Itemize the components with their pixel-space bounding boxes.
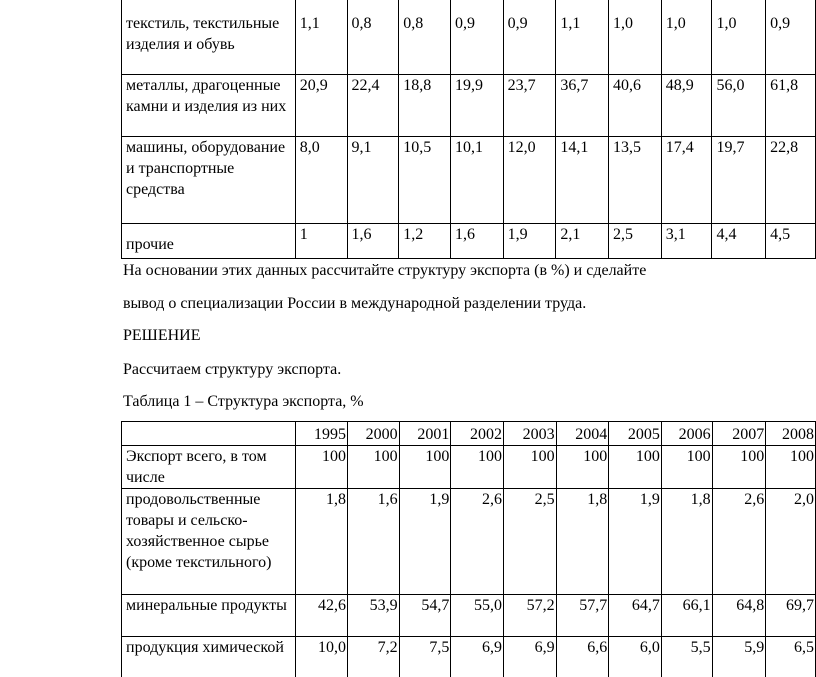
table-row [122,0,816,75]
cell: 1,0 [609,0,662,75]
cell: 100 [399,446,451,489]
cell: 69,7 [766,595,816,637]
task-text-line-2: вывод о специализации России в международной разделении труда. [123,295,587,312]
cell: 9,1 [347,137,399,224]
cell: 1,9 [503,224,556,259]
cell: 1,6 [450,224,503,259]
year-header: 1995 [296,422,348,446]
cell: 10,5 [399,137,451,224]
cell: 1,2 [399,224,451,259]
row-label: металлы, драгоценные камни и изделия из них [122,75,296,137]
cell: 1,9 [399,489,451,595]
cell: 0,9 [766,0,816,75]
cell: 0,8 [399,0,451,75]
cell: 2,6 [712,489,766,595]
year-header: 2007 [712,422,766,446]
cell: 1,8 [296,489,348,595]
cell: 1,0 [661,0,712,75]
cell: 13,5 [609,137,662,224]
year-header: 2001 [399,422,451,446]
cell: 6,6 [556,637,609,677]
table-row [122,446,816,489]
cell: 36,7 [556,75,609,137]
cell: 6,5 [766,637,816,677]
cell: 42,6 [296,595,348,637]
cell: 100 [347,446,399,489]
row-label: минеральные продукты [122,595,296,637]
cell: 100 [451,446,504,489]
row-label: продовольственные товары и сельско-хозяйственное сырье (кроме текстильного) [122,489,296,595]
row-label: Экспорт всего, в том числе [122,446,296,489]
cell: 2,1 [556,224,609,259]
calc-text: Рассчитаем структуру экспорта. [123,361,342,378]
cell: 6,9 [503,637,556,677]
cell: 0,9 [503,0,556,75]
table-row [122,224,816,259]
table-row [122,637,816,677]
export-structure-table [121,421,816,677]
cell: 64,8 [712,595,766,637]
cell: 6,0 [609,637,662,677]
cell: 100 [296,446,348,489]
table-row [122,489,816,595]
cell: 2,5 [503,489,556,595]
cell: 100 [556,446,609,489]
task-text-line-1: На основании этих данных рассчитайте структуру экспорта (в %) и сделайте [123,262,647,279]
year-header: 2006 [661,422,712,446]
table-row [122,595,816,637]
cell: 40,6 [609,75,662,137]
cell: 19,9 [450,75,503,137]
cell: 100 [609,446,662,489]
cell: 54,7 [399,595,451,637]
cell: 1,0 [712,0,766,75]
cell: 1,8 [661,489,712,595]
cell: 4,5 [766,224,816,259]
cell: 2,6 [451,489,504,595]
cell: 1,1 [295,0,347,75]
cell: 100 [766,446,816,489]
table-header-row [122,422,816,446]
cell: 61,8 [766,75,816,137]
cell: 22,4 [347,75,399,137]
year-header: 2005 [609,422,662,446]
cell: 18,8 [399,75,451,137]
cell: 4,4 [712,224,766,259]
cell: 56,0 [712,75,766,137]
table-caption: Таблица 1 – Структура экспорта, % [123,393,364,410]
cell: 8,0 [295,137,347,224]
cell: 2,0 [766,489,816,595]
header-empty-cell [122,422,296,446]
export-volume-table [121,0,816,259]
cell: 53,9 [347,595,399,637]
cell: 14,1 [556,137,609,224]
solution-heading: РЕШЕНИЕ [123,327,201,344]
cell: 1,8 [556,489,609,595]
table-row [122,137,816,224]
cell: 64,7 [609,595,662,637]
cell: 10,0 [296,637,348,677]
cell: 5,9 [712,637,766,677]
year-header: 2000 [347,422,399,446]
cell: 1,9 [609,489,662,595]
year-header: 2008 [766,422,816,446]
cell: 7,2 [347,637,399,677]
row-label: продукция химической [122,637,296,677]
cell: 100 [712,446,766,489]
cell: 23,7 [503,75,556,137]
cell: 22,8 [766,137,816,224]
cell: 19,7 [712,137,766,224]
cell: 100 [661,446,712,489]
year-header: 2003 [503,422,556,446]
cell: 7,5 [399,637,451,677]
table-row [122,75,816,137]
row-label: машины, оборудование и транспортные средства [122,137,296,224]
cell: 6,9 [451,637,504,677]
cell: 3,1 [661,224,712,259]
cell: 0,9 [450,0,503,75]
cell: 0,8 [347,0,399,75]
row-label: прочие [122,224,296,259]
cell: 1,6 [347,224,399,259]
cell: 12,0 [503,137,556,224]
cell: 5,5 [661,637,712,677]
cell: 55,0 [451,595,504,637]
row-label: текстиль, текстильные изделия и обувь [122,0,296,75]
cell: 57,2 [503,595,556,637]
cell: 2,5 [609,224,662,259]
cell: 1 [295,224,347,259]
cell: 57,7 [556,595,609,637]
cell: 10,1 [450,137,503,224]
cell: 20,9 [295,75,347,137]
cell: 1,1 [556,0,609,75]
cell: 17,4 [661,137,712,224]
year-header: 2002 [451,422,504,446]
cell: 66,1 [661,595,712,637]
year-header: 2004 [556,422,609,446]
cell: 48,9 [661,75,712,137]
cell: 1,6 [347,489,399,595]
cell: 100 [503,446,556,489]
